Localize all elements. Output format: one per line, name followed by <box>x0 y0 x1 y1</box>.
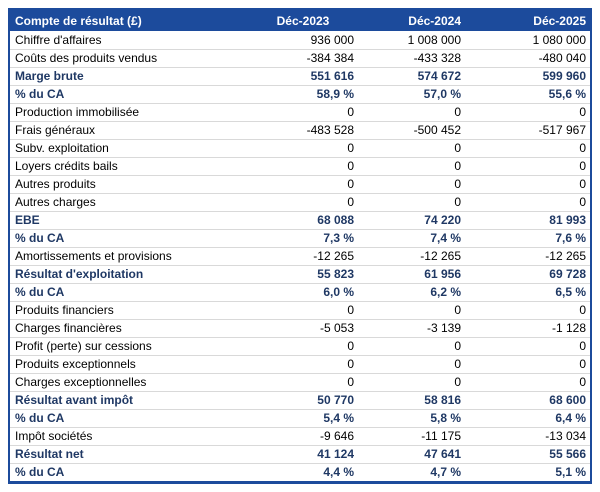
row-value-dec-2024: 5,8 % <box>358 409 465 427</box>
table-row <box>10 283 590 301</box>
row-value-dec-2024: 574 672 <box>358 67 465 85</box>
row-label: Résultat net <box>10 445 248 463</box>
table-row <box>10 31 590 49</box>
row-value-dec-2025: 1 080 000 <box>532 32 586 47</box>
row-value-dec-2024: 0 <box>358 355 465 373</box>
row-value-dec-2024: 0 <box>358 301 465 319</box>
row-value-dec-2024: 58 816 <box>358 391 465 409</box>
row-label: Coûts des produits vendus <box>10 49 248 67</box>
row-label: % du CA <box>10 463 248 481</box>
row-value-dec-2025: 69 728 <box>465 265 590 283</box>
row-value-dec-2025: 55,6 % <box>465 85 590 103</box>
row-value-dec-2024: 0 <box>358 103 465 121</box>
row-value-dec-2025: 0 <box>465 157 590 175</box>
row-label: Loyers crédits bails <box>10 157 248 175</box>
table-row <box>10 355 590 373</box>
row-value-dec-2023: 5,4 % <box>248 409 358 427</box>
table-row <box>10 247 590 265</box>
row-value-dec-2025: -1 128 <box>465 319 590 337</box>
row-label: % du CA <box>10 229 248 247</box>
table-row <box>10 463 590 481</box>
row-value-dec-2023: 0 <box>248 373 358 391</box>
row-value-dec-2025: 0 <box>465 337 590 355</box>
row-label: Subv. exploitation <box>10 139 248 157</box>
row-value-dec-2025: 0 <box>465 139 590 157</box>
row-label: Résultat d'exploitation <box>10 265 248 283</box>
row-value-dec-2023: 7,3 % <box>248 229 358 247</box>
row-value-dec-2024: 57,0 % <box>358 85 465 103</box>
row-label: Autres charges <box>10 193 248 211</box>
row-value-dec-2023: 68 088 <box>248 211 358 229</box>
table-row <box>10 193 590 211</box>
row-value-dec-2025: 7,6 % <box>465 229 590 247</box>
table-row <box>10 157 590 175</box>
row-value-dec-2025: 55 566 <box>465 445 590 463</box>
row-value-dec-2025: 6,4 % <box>465 409 590 427</box>
row-value-dec-2025: 0 <box>465 355 590 373</box>
row-value-dec-2025: 6,5 % <box>465 283 590 301</box>
income-statement-table-frame <box>8 8 592 484</box>
row-value-dec-2024: 6,2 % <box>358 283 465 301</box>
header-row <box>10 10 590 31</box>
table-row <box>10 175 590 193</box>
row-value-dec-2025: 5,1 % <box>465 463 590 481</box>
row-value-dec-2024: -11 175 <box>358 427 465 445</box>
row-value-dec-2025: -517 967 <box>465 121 590 139</box>
income-statement-table <box>10 10 590 481</box>
row-value-dec-2025: 0 <box>465 193 590 211</box>
table-row <box>10 85 590 103</box>
row-value-dec-2023: -483 528 <box>248 121 358 139</box>
table-row <box>10 337 590 355</box>
row-value-dec-2025: -12 265 <box>465 247 590 265</box>
row-value-dec-2024: 0 <box>358 139 465 157</box>
table-row <box>10 211 590 229</box>
row-label: Production immobilisée <box>10 103 248 121</box>
row-label: Produits financiers <box>10 301 248 319</box>
table-row <box>10 319 590 337</box>
row-value-dec-2024: 7,4 % <box>358 229 465 247</box>
row-label: % du CA <box>10 85 248 103</box>
table-title: Compte de résultat (£) <box>10 10 248 31</box>
row-value-dec-2025: 599 960 <box>465 67 590 85</box>
row-label: Amortissements et provisions <box>10 247 248 265</box>
row-value-dec-2023: -384 384 <box>248 49 358 67</box>
row-label: Impôt sociétés <box>10 427 248 445</box>
table-row <box>10 427 590 445</box>
row-label: % du CA <box>10 409 248 427</box>
row-value-dec-2023: 4,4 % <box>248 463 358 481</box>
row-value-dec-2023: 0 <box>248 301 358 319</box>
row-value-dec-2024: 0 <box>358 337 465 355</box>
row-label: EBE <box>10 211 248 229</box>
row-value-dec-2024: -12 265 <box>358 247 465 265</box>
row-value-dec-2025: 0 <box>465 373 590 391</box>
row-value-dec-2025: 68 600 <box>465 391 590 409</box>
row-value-dec-2023: 0 <box>248 103 358 121</box>
row-value-dec-2023: 0 <box>248 355 358 373</box>
table-row <box>10 67 590 85</box>
row-label: Profit (perte) sur cessions <box>10 337 248 355</box>
row-label: Résultat avant impôt <box>10 391 248 409</box>
row-value-dec-2023: 0 <box>248 175 358 193</box>
table-row <box>10 103 590 121</box>
row-label: Autres produits <box>10 175 248 193</box>
row-label: Frais généraux <box>10 121 248 139</box>
table-body <box>10 31 590 481</box>
row-value-dec-2024: 0 <box>358 157 465 175</box>
row-value-dec-2023: -5 053 <box>248 319 358 337</box>
column-header-dec-2023: Déc-2023 <box>248 10 358 31</box>
row-value-dec-2023: 551 616 <box>248 67 358 85</box>
row-label: % du CA <box>10 283 248 301</box>
row-value-dec-2025: 0 <box>465 301 590 319</box>
row-value-dec-2024: 61 956 <box>358 265 465 283</box>
row-label: Marge brute <box>10 67 248 85</box>
row-value-dec-2023: 41 124 <box>248 445 358 463</box>
column-header-dec-2025: Déc-2025 <box>465 10 590 31</box>
row-value-dec-2023: 0 <box>248 337 358 355</box>
row-value-dec-2023: 0 <box>248 139 358 157</box>
row-value-dec-2024: 74 220 <box>358 211 465 229</box>
row-label: Charges exceptionnelles <box>10 373 248 391</box>
table-row <box>10 445 590 463</box>
row-value-dec-2025: 0 <box>465 103 590 121</box>
row-value-dec-2024: 4,7 % <box>358 463 465 481</box>
row-value-dec-2023: 0 <box>248 193 358 211</box>
row-value-dec-2023: 6,0 % <box>248 283 358 301</box>
table-row <box>10 121 590 139</box>
row-label: Produits exceptionnels <box>10 355 248 373</box>
row-value-dec-2024: 0 <box>358 175 465 193</box>
row-label: Charges financières <box>10 319 248 337</box>
row-value-dec-2025: -480 040 <box>465 49 590 67</box>
row-value-dec-2023: 0 <box>248 157 358 175</box>
row-value-dec-2023: 936 000 <box>310 32 354 47</box>
row-value-dec-2025: -13 034 <box>465 427 590 445</box>
row-value-dec-2023: -9 646 <box>248 427 358 445</box>
table-header <box>10 10 590 31</box>
row-value-dec-2024: -3 139 <box>358 319 465 337</box>
table-row <box>10 301 590 319</box>
row-value-dec-2023: 55 823 <box>248 265 358 283</box>
row-value-dec-2025: 0 <box>465 175 590 193</box>
table-row <box>10 265 590 283</box>
row-value-dec-2025: 81 993 <box>465 211 590 229</box>
row-value-dec-2024: -500 452 <box>358 121 465 139</box>
row-value-dec-2024: 1 008 000 <box>407 32 461 47</box>
row-value-dec-2024: 47 641 <box>358 445 465 463</box>
table-row <box>10 139 590 157</box>
table-row <box>10 391 590 409</box>
row-value-dec-2023: 50 770 <box>248 391 358 409</box>
row-value-dec-2023: -12 265 <box>248 247 358 265</box>
row-value-dec-2023: 58,9 % <box>248 85 358 103</box>
table-row <box>10 373 590 391</box>
row-value-dec-2024: 0 <box>358 193 465 211</box>
table-row <box>10 409 590 427</box>
row-value-dec-2024: 0 <box>358 373 465 391</box>
row-label: Chiffre d'affaires <box>15 32 102 47</box>
table-row <box>10 49 590 67</box>
column-header-dec-2024: Déc-2024 <box>358 10 465 31</box>
row-value-dec-2024: -433 328 <box>358 49 465 67</box>
table-row <box>10 229 590 247</box>
